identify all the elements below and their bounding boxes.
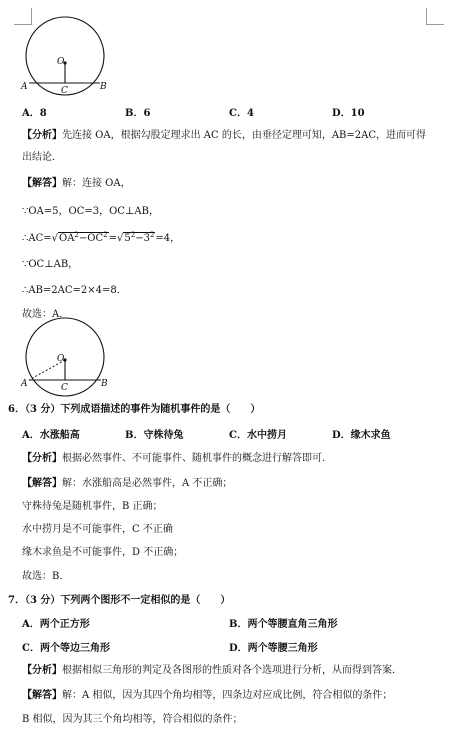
label-b: B [101, 379, 108, 389]
solution-tag: 【解答】 [22, 178, 62, 189]
q5-step-1: ∵OA=5，OC=3，OC⊥AB， [22, 206, 159, 217]
label-c: C [61, 86, 68, 96]
analysis-tag: 【分析】 [22, 130, 62, 141]
q6-solution [22, 477, 232, 490]
q6-solution-line-2: 守株待兔是随机事件，B 正确； [22, 501, 163, 512]
solution-line-1: 解：水涨船高是必然事件，A 不正确； [62, 478, 233, 489]
q6-solution-line-5: 故选：B． [22, 571, 70, 582]
q7-option-b: B．两个等腰直角三角形 [229, 619, 338, 630]
radical-1: $√OA^2-OC^2$ [51, 231, 108, 244]
q5-option-a: A．8 [22, 108, 47, 119]
label-a: A [21, 379, 28, 389]
step2-prefix: ∴AC= [22, 233, 52, 244]
label-a: A [21, 82, 28, 92]
q6-option-a: A．水涨船高 [22, 430, 80, 441]
q7-solution-line-2: B 相似，因为其三个角均相等，符合相似的条件； [22, 714, 243, 725]
q6-option-b: B．守株待兔 [125, 430, 184, 441]
q6-question: 6．（3 分）下列成语描述的事件为随机事件的是（ ） [8, 404, 261, 415]
step2-mid: = [108, 233, 117, 244]
q6-analysis [22, 452, 332, 465]
q5-step-5: 故选：A． [22, 309, 70, 320]
q5-step-4: ∴AB=2AC=2×4=8． [22, 285, 127, 296]
q5-option-b: B．6 [125, 108, 151, 119]
q5-option-d: D．10 [332, 108, 365, 119]
analysis-text: 先连接 OA，根据勾股定理求出 AC 的长，由垂径定理可知，AB=2AC，进而可得 [62, 130, 427, 141]
q5-analysis-line2: 出结论． [22, 152, 62, 163]
q7-solution [22, 689, 392, 702]
analysis-tag: 【分析】 [22, 665, 62, 676]
q6-option-c: C．水中捞月 [229, 430, 287, 441]
q7-analysis [22, 664, 402, 677]
q6-solution-line-3: 水中捞月是不可能事件，C 不正确 [22, 524, 173, 535]
label-c: C [61, 383, 68, 393]
analysis-text: 根据必然事件、不可能事件、随机事件的概念进行解答即可． [62, 453, 332, 464]
solution-tag: 【解答】 [22, 478, 62, 489]
q5-step-3: ∵OC⊥AB， [22, 259, 79, 270]
label-o: O [57, 354, 65, 364]
solution-line-1: 解：A 相似，因为其四个角均相等，四条边对应成比例，符合相似的条件； [62, 690, 393, 701]
solution-intro: 解：连接 OA， [62, 178, 131, 189]
q6-option-d: D．缘木求鱼 [332, 430, 391, 441]
q7-option-c: C．两个等边三角形 [22, 643, 110, 654]
rad1-base: OA [59, 233, 75, 244]
radical-2: $√5^2-3^2$ [116, 231, 155, 244]
analysis-tag: 【分析】 [22, 453, 62, 464]
rad2-base: 5 [124, 233, 131, 244]
q7-option-a: A．两个正方形 [22, 619, 90, 630]
label-b: B [100, 82, 107, 92]
analysis-text: 根据相似三角形的判定及各图形的性质对各个选项进行分析，从而得到答案． [62, 665, 402, 676]
q7-question: 7．（3 分）下列两个图形不一定相似的是（ ） [8, 595, 231, 606]
q5-option-c: C．4 [229, 108, 254, 119]
solution-tag: 【解答】 [22, 690, 62, 701]
label-o: O [57, 57, 65, 67]
q7-option-d: D．两个等腰三角形 [229, 643, 318, 654]
q6-solution-line-4: 缘木求鱼是不可能事件，D 不正确； [22, 547, 184, 558]
step2-end: =4， [155, 233, 181, 244]
